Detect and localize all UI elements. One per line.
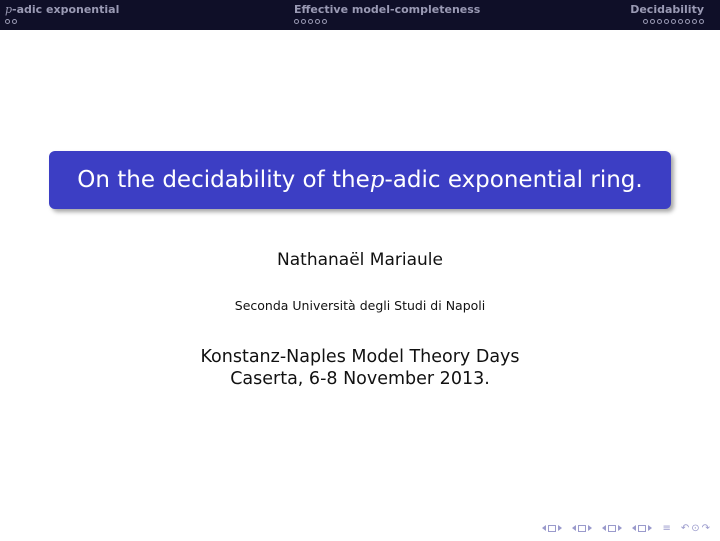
subsection-dot[interactable] (322, 19, 327, 24)
nav-section-label: Effective model-completeness (294, 3, 481, 16)
subsection-dot[interactable] (650, 19, 655, 24)
align-icon[interactable]: ≡ (662, 522, 671, 534)
subsection-dot[interactable] (657, 19, 662, 24)
subsection-dot[interactable] (308, 19, 313, 24)
search-icon[interactable]: ⊙ (691, 522, 700, 534)
prev-doc-icon[interactable] (632, 525, 636, 531)
forward-icon[interactable]: ↷ (701, 522, 710, 534)
subsection-dot[interactable] (678, 19, 683, 24)
search-icon-group[interactable] (681, 523, 710, 534)
nav-section-label: Decidability (630, 3, 704, 16)
subsection-dot[interactable] (699, 19, 704, 24)
next-subsection-icon[interactable] (588, 525, 592, 531)
headline-bar (0, 0, 720, 30)
section-nav-group[interactable] (602, 525, 622, 532)
subsection-dot[interactable] (671, 19, 676, 24)
title-text-after: -adic exponential ring. (384, 167, 643, 193)
frame-icon[interactable] (548, 525, 556, 532)
doc-icon[interactable] (638, 525, 646, 532)
nav-section-dots (630, 19, 704, 24)
prev-section-icon[interactable] (602, 525, 606, 531)
nav-section-effective-model-completeness[interactable] (294, 3, 480, 24)
title-math-p: p (369, 167, 385, 193)
subsection-nav-group[interactable] (572, 525, 592, 532)
next-frame-icon[interactable] (558, 525, 562, 531)
nav-section-dots (5, 19, 119, 24)
nav-section-label: -adic exponential (12, 3, 120, 16)
align-icon-group[interactable] (662, 523, 670, 534)
subsection-icon[interactable] (578, 525, 586, 532)
back-icon[interactable]: ↶ (680, 522, 690, 534)
next-doc-icon[interactable] (648, 525, 652, 531)
event-name: Konstanz-Naples Model Theory Days (200, 347, 520, 367)
nav-section-math-prefix: p (5, 3, 13, 16)
title-text-before: On the decidability of the (77, 167, 370, 193)
section-icon[interactable] (608, 525, 616, 532)
institute: Seconda Università degli Studi di Napoli (234, 298, 486, 313)
next-section-icon[interactable] (618, 525, 622, 531)
subsection-dot[interactable] (301, 19, 306, 24)
nav-section-padic-exponential[interactable] (5, 3, 119, 24)
nav-section-decidability[interactable] (630, 3, 704, 24)
title-block (49, 151, 671, 209)
subsection-dot[interactable] (5, 19, 10, 24)
subsection-dot[interactable] (294, 19, 299, 24)
subsection-dot[interactable] (692, 19, 697, 24)
frame-nav-group[interactable] (542, 525, 562, 532)
beamer-navigation-bar (542, 520, 710, 536)
subsection-dot[interactable] (664, 19, 669, 24)
subsection-dot[interactable] (315, 19, 320, 24)
doc-nav-group[interactable] (632, 525, 652, 532)
event-info (0, 346, 720, 390)
prev-subsection-icon[interactable] (572, 525, 576, 531)
nav-section-dots (294, 19, 480, 24)
event-date-location: Caserta, 6-8 November 2013. (230, 369, 490, 389)
author-name: Nathanaël Mariaule (277, 250, 443, 270)
prev-frame-icon[interactable] (542, 525, 546, 531)
subsection-dot[interactable] (643, 19, 648, 24)
subsection-dot[interactable] (685, 19, 690, 24)
subsection-dot[interactable] (12, 19, 17, 24)
